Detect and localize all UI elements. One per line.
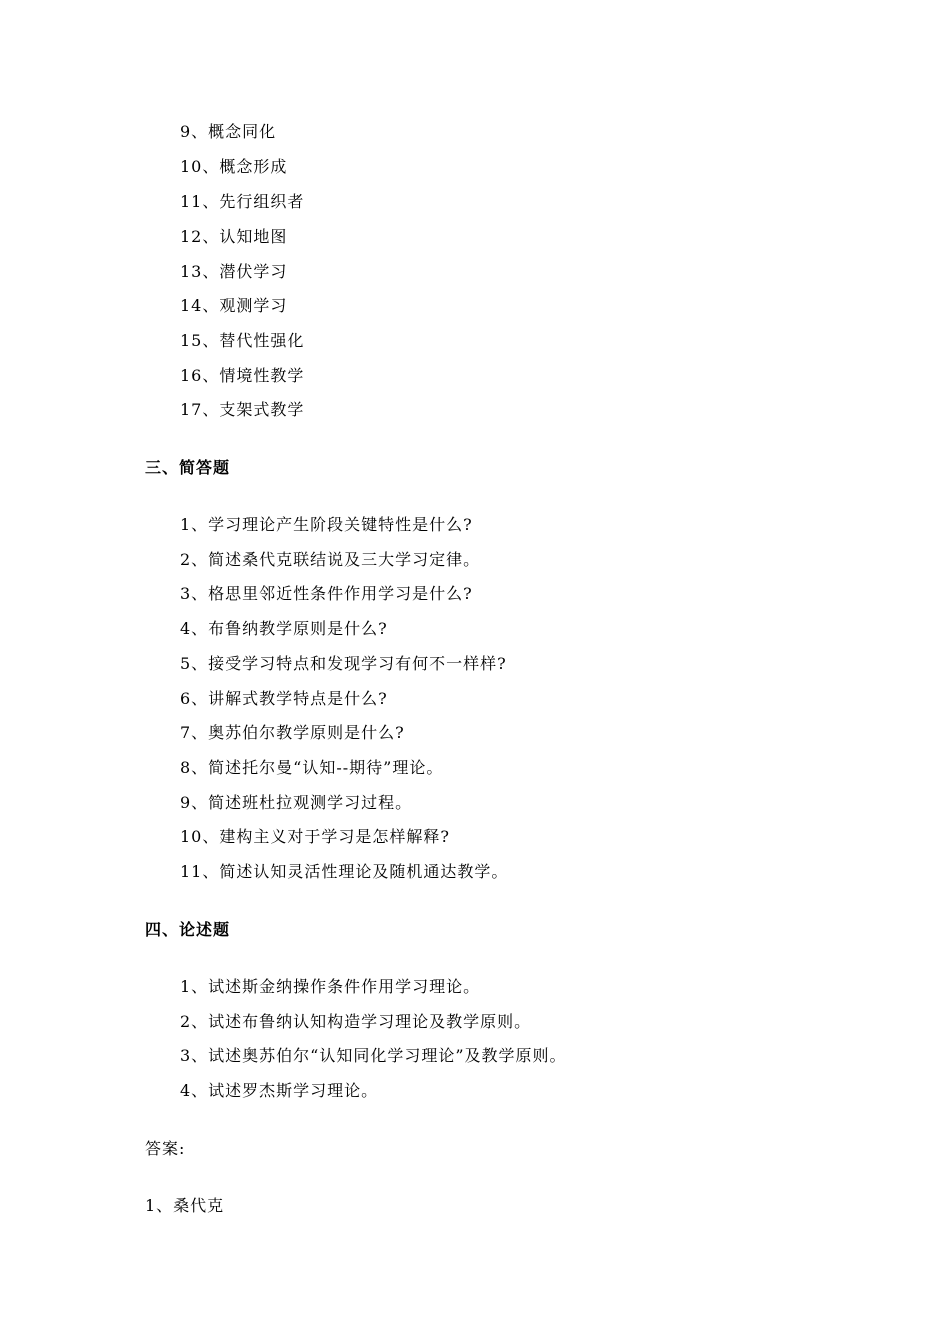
essay-item: 2、试述布鲁纳认知构造学习理论及教学原则。 — [180, 1012, 532, 1031]
term-item: 12、认知地图 — [180, 227, 288, 246]
section-heading-essay: 四、论述题 — [145, 920, 231, 939]
answers-label: 答案: — [145, 1139, 186, 1158]
essay-item: 1、试述斯金纳操作条件作用学习理论。 — [180, 977, 481, 996]
term-item: 15、替代性强化 — [180, 331, 305, 350]
term-item: 10、概念形成 — [180, 157, 288, 176]
question-item: 2、简述桑代克联结说及三大学习定律。 — [180, 550, 481, 569]
section-heading-short-answer: 三、简答题 — [145, 458, 231, 477]
answer-item: 1、桑代克 — [145, 1196, 225, 1215]
term-item: 9、概念同化 — [180, 122, 277, 141]
question-item: 4、布鲁纳教学原则是什么? — [180, 619, 388, 638]
question-item: 1、学习理论产生阶段关键特性是什么? — [180, 515, 473, 534]
essay-item: 4、试述罗杰斯学习理论。 — [180, 1081, 379, 1100]
term-item: 13、潜伏学习 — [180, 262, 288, 281]
essay-item: 3、试述奥苏伯尔“认知同化学习理论”及教学原则。 — [180, 1046, 567, 1065]
question-item: 3、格思里邻近性条件作用学习是什么? — [180, 584, 473, 603]
term-item: 17、支架式教学 — [180, 400, 305, 419]
question-item: 6、讲解式教学特点是什么? — [180, 689, 388, 708]
term-item: 16、情境性教学 — [180, 366, 305, 385]
question-item: 8、简述托尔曼“认知--期待”理论。 — [180, 758, 444, 777]
question-item: 9、简述班杜拉观测学习过程。 — [180, 793, 413, 812]
question-item: 11、简述认知灵活性理论及随机通达教学。 — [180, 862, 509, 881]
term-item: 11、先行组织者 — [180, 192, 305, 211]
term-item: 14、观测学习 — [180, 296, 288, 315]
question-item: 5、接受学习特点和发现学习有何不一样样? — [180, 654, 507, 673]
question-item: 10、建构主义对于学习是怎样解释? — [180, 827, 450, 846]
question-item: 7、奥苏伯尔教学原则是什么? — [180, 723, 405, 742]
